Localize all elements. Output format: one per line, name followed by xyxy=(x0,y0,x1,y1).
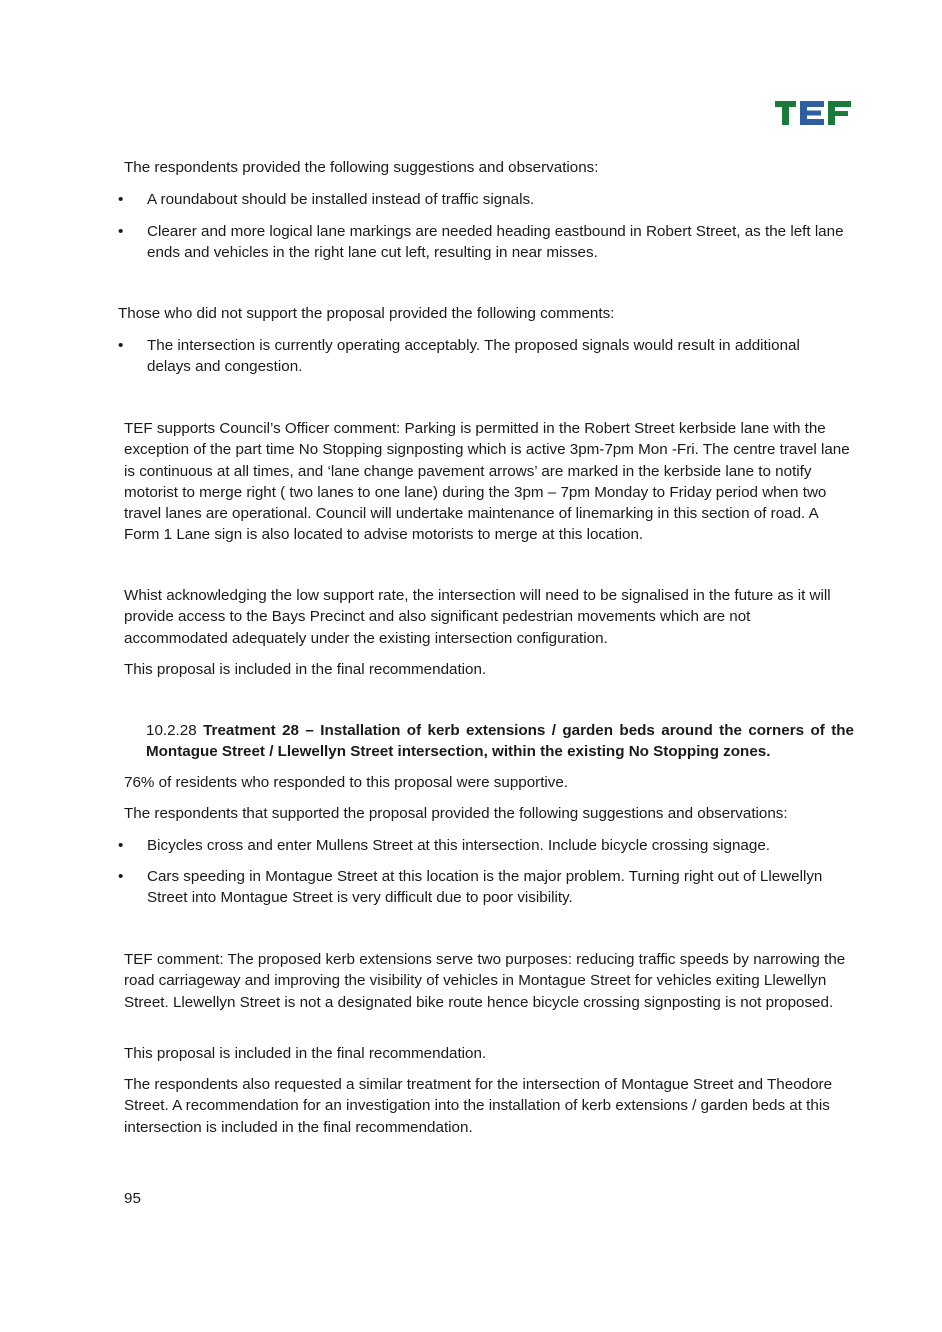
paragraph: The respondents also requested a similar treatment for the intersection of Montague Street and Theodore Street. A recommendation for an investigation into the installation of kerb extensions / garden beds at this intersection is included in the final recommendation. xyxy=(124,1076,833,1136)
list-item-text: Clearer and more logical lane markings are needed heading eastbound in Robert Street, as the left lane ends and vehicles in the right lane cut left, resulting in near misses. xyxy=(147,223,844,262)
logo-letter-e xyxy=(800,101,824,125)
logo-letter-t xyxy=(774,101,798,125)
page-number: 95 xyxy=(124,1190,141,1207)
logo-letter-f xyxy=(828,101,851,125)
bullet-icon: • xyxy=(118,868,124,885)
list-item-text: A roundabout should be installed instead of traffic signals. xyxy=(147,191,535,208)
paragraph: The respondents that supported the proposal provided the following suggestions and observations: xyxy=(124,805,788,822)
bullet-icon: • xyxy=(118,191,124,208)
bullet-icon: • xyxy=(118,837,124,854)
tef-logo xyxy=(772,98,854,128)
paragraph: Those who did not support the proposal provided the following comments: xyxy=(118,305,615,322)
paragraph: 76% of residents who responded to this proposal were supportive. xyxy=(124,774,569,791)
list-item-text: Bicycles cross and enter Mullens Street at this intersection. Include bicycle crossing signage. xyxy=(147,837,770,854)
section-number: 10.2.28 xyxy=(146,722,197,739)
bullet-icon: • xyxy=(118,223,124,240)
section-heading xyxy=(146,720,854,763)
paragraph: TEF supports Council’s Officer comment: Parking is permitted in the Robert Street kerbside lane with the exception of the part time No Stopping signposting which is active 3pm-7pm Mon -Fri. The centre travel lane is continuous at all times, and ‘lane change pavement arrows’ are marked in the kerbside lane to notify motorist to merge right ( two lanes to one lane) during the 3pm – 7pm Monday to Friday period when two travel lanes are operational. Council will undertake maintenance of linemarking in this section of road. A Form 1 Lane sign is also located to advise motorists to merge at this location. xyxy=(124,420,850,544)
paragraph: This proposal is included in the final recommendation. xyxy=(124,661,487,678)
list-item-text: The intersection is currently operating acceptably. The proposed signals would result in additional delays and congestion. xyxy=(147,337,800,376)
paragraph: Whist acknowledging the low support rate, the intersection will need to be signalised in the future as it will provide access to the Bays Precinct and also significant pedestrian movements which are not accommodated adequately under the existing intersection configuration. xyxy=(124,587,831,647)
paragraph: The respondents provided the following suggestions and observations: xyxy=(124,159,599,176)
list-item-text: Cars speeding in Montague Street at this location is the major problem. Turning right out of Llewellyn Street into Montague Street is very difficult due to poor visibility. xyxy=(147,868,823,907)
section-title: Treatment 28 – Installation of kerb extensions / garden beds around the corners of the Montague Street / Llewellyn Street intersection, within the existing No Stopping zones. xyxy=(146,722,854,761)
paragraph: TEF comment: The proposed kerb extensions serve two purposes: reducing traffic speeds by narrowing the road carriageway and improving the visibility of vehicles in Montague Street for vehicles exiting Llewellyn Street. Llewellyn Street is not a designated bike route hence bicycle crossing signposting is not proposed. xyxy=(124,951,846,1011)
paragraph: This proposal is included in the final recommendation. xyxy=(124,1045,487,1062)
bullet-icon: • xyxy=(118,337,124,354)
